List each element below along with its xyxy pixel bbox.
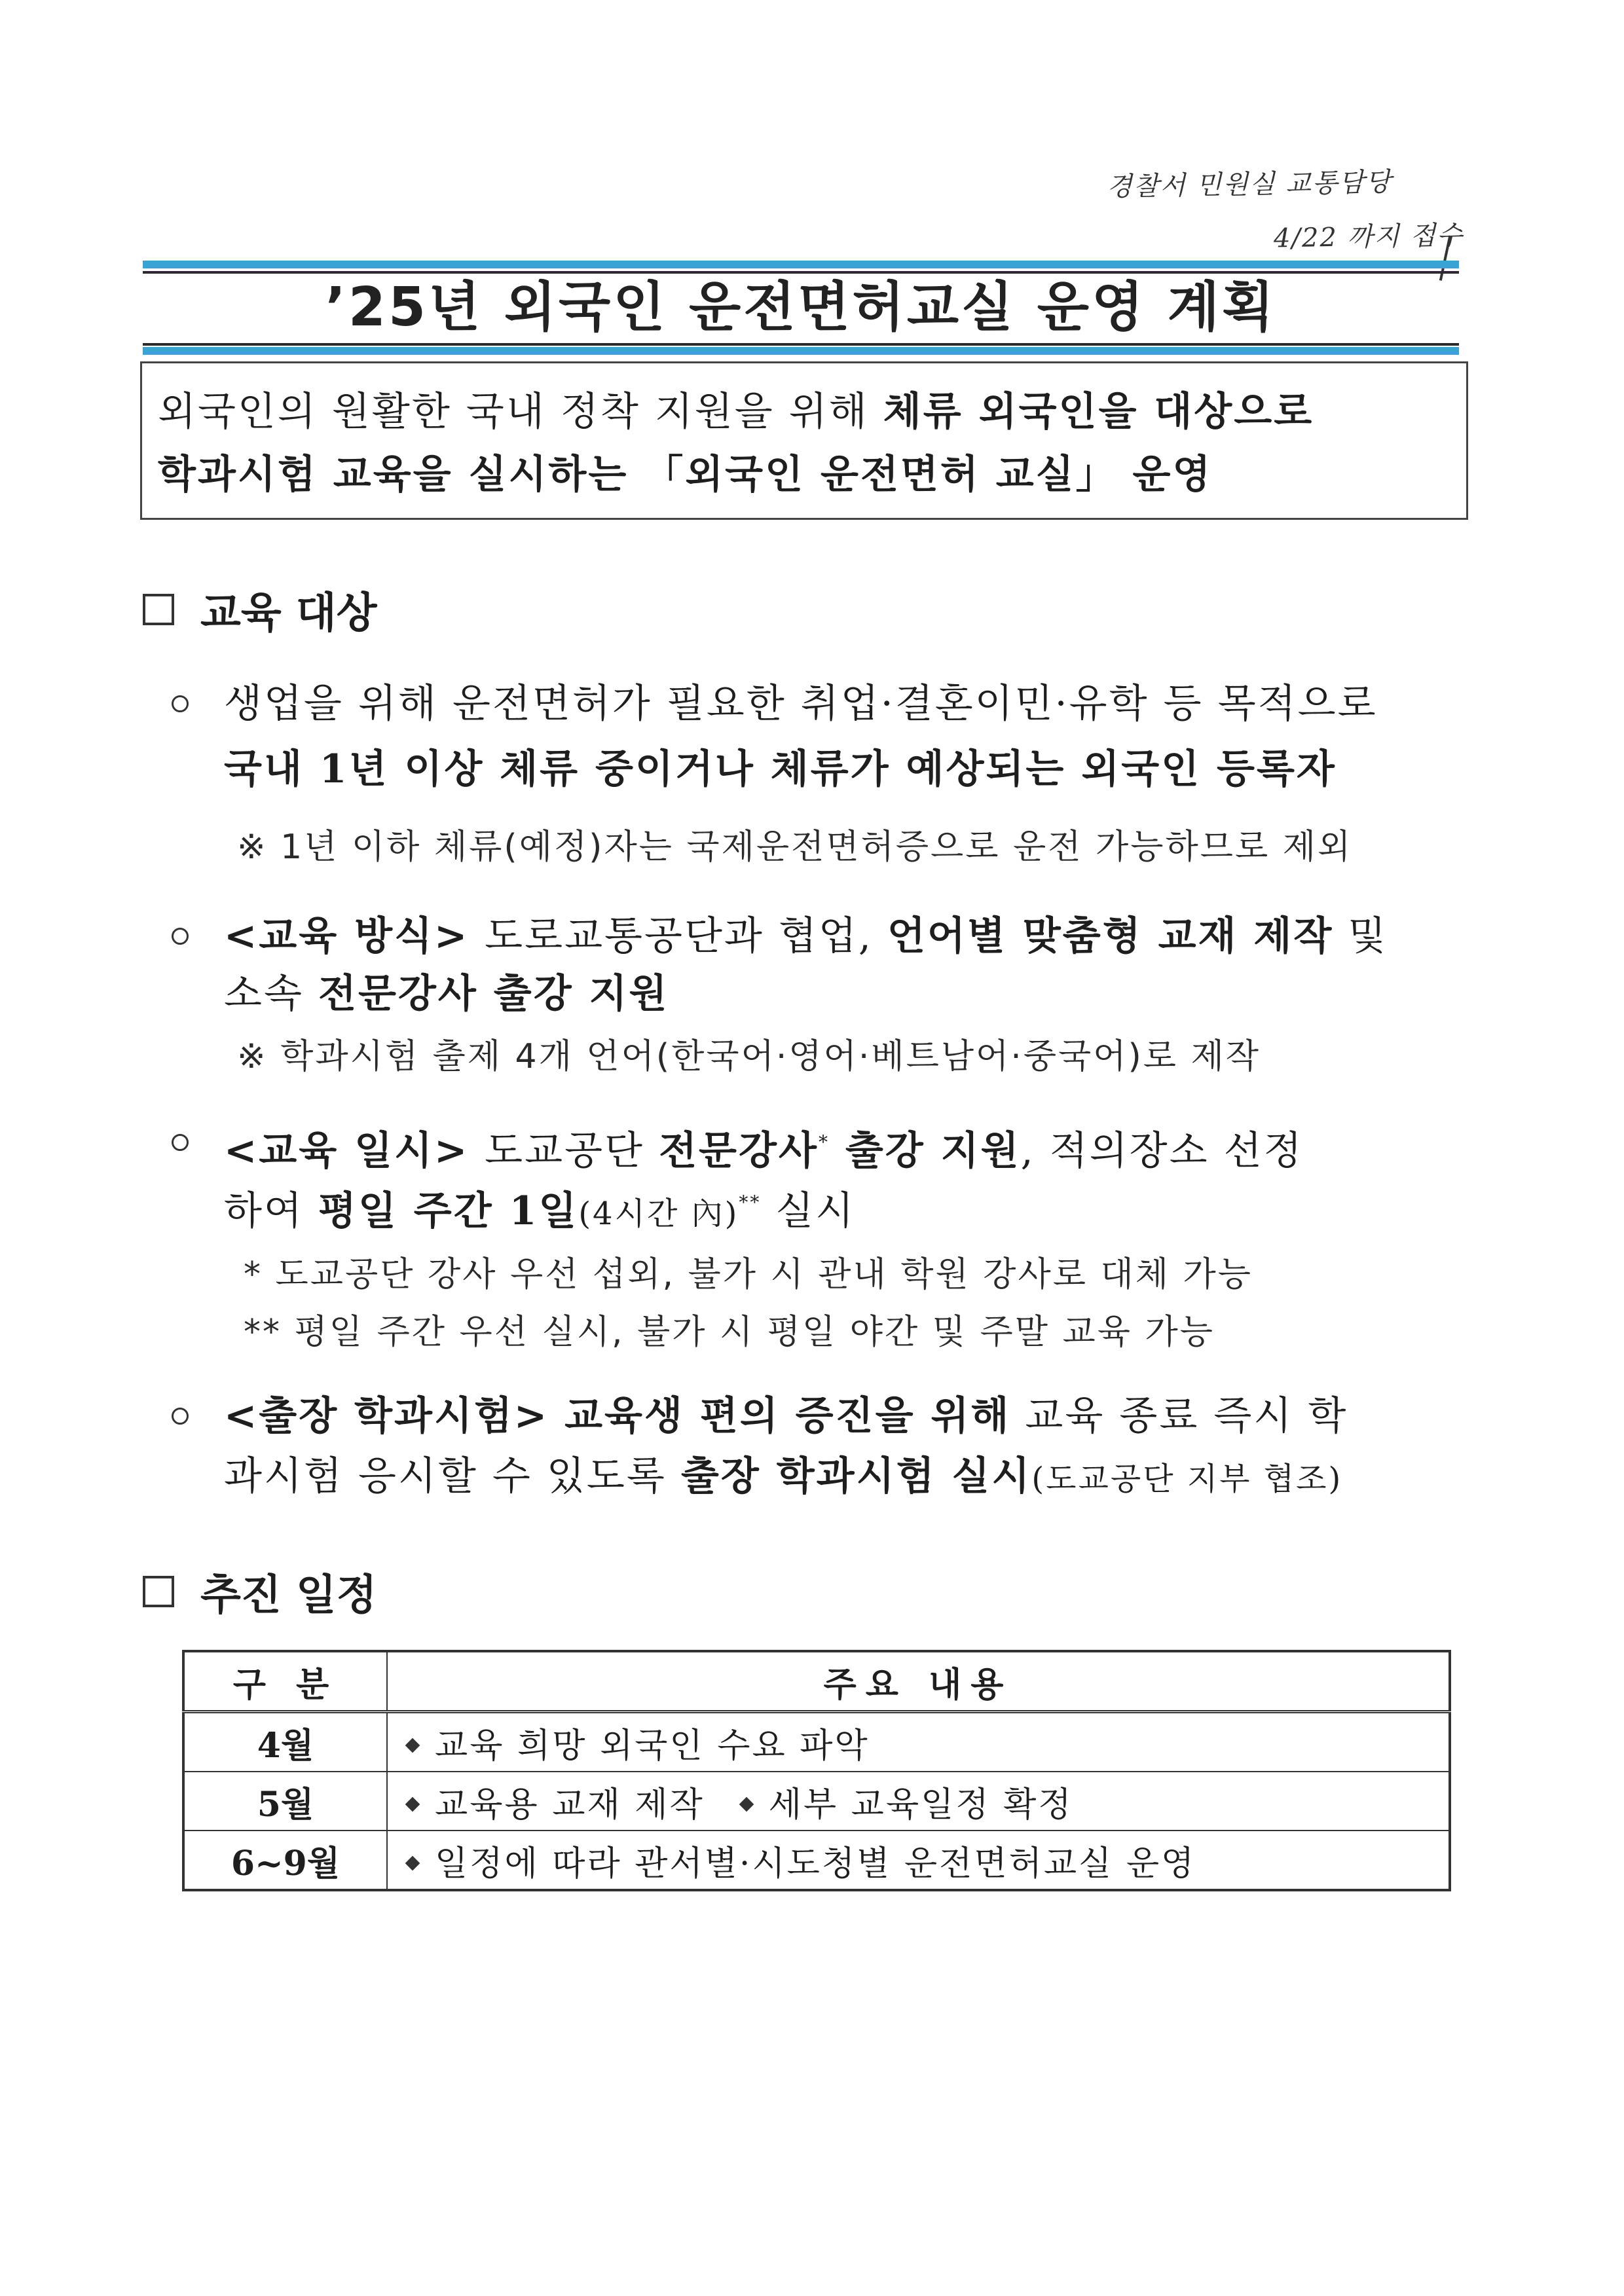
item-footnote: * 도교공단 강사 우선 섭외, 불가 시 관내 학원 강사로 대체 가능 [244,1255,1253,1294]
section-heading-text: 추진 일정 [200,1571,377,1620]
table-cell-text: 교육용 교재 제작 [435,1785,705,1825]
table-row [183,1831,1450,1890]
item-text [224,971,669,1017]
item-plain-text: 교육 종료 즉시 학 [1010,1393,1348,1439]
table-cell-text: 일정에 따라 관서별·시도청별 운전면허교실 운영 [435,1844,1196,1884]
table-cell-text: 교육 희망 외국인 수요 파악 [435,1726,870,1766]
table-header-period: 구 분 [183,1651,387,1712]
handwritten-note-line2: 4/22 까지 접수 [1273,220,1464,254]
checkbox-icon [143,594,174,625]
item-label: <교육 방식> [224,913,485,959]
summary-line1 [158,380,1450,443]
circle-bullet-icon [172,928,189,945]
section-heading-schedule [143,1561,377,1622]
table-cell-period: 6~9월 [183,1831,387,1890]
summary-box [140,361,1468,520]
item-footnote: ** 평일 주간 우선 실시, 불가 시 평일 야간 및 주말 교육 가능 [244,1313,1215,1352]
item-plain-text: (4시간 內) [578,1195,739,1232]
diamond-bullet-icon [405,1738,420,1753]
table-cell-content [387,1831,1450,1890]
section-heading-target [143,579,377,640]
item-text [224,1180,855,1237]
diamond-bullet-icon [739,1796,754,1812]
table-row [183,1772,1450,1831]
title-rule-bottom-dark [143,343,1459,346]
item-bold-text: 평일 주간 1일 [318,1188,579,1234]
diamond-bullet-icon [405,1796,420,1812]
item-bold-text: 국내 1년 이상 체류 중이거나 체류가 예상되는 외국인 등록자 [224,746,1337,792]
table-row [183,1712,1450,1772]
document-title: ’25년 외국인 운전면허교실 운영 계획 [325,276,1277,338]
item-text [224,913,1388,959]
item-plain-text: 소속 [224,971,318,1017]
item-note: ※ 학과시험 출제 4개 언어(한국어·영어·베트남어·중국어)로 제작 [237,1037,1261,1076]
item-bold-text: 전문강사 [659,1128,819,1174]
title-rule-top-dark [143,271,1459,274]
title-rule-top [143,261,1459,268]
table-cell-period: 5월 [183,1772,387,1831]
table-header-row [183,1651,1450,1712]
circle-bullet-icon [172,695,189,712]
item-bold-text: 출강 지원 [829,1128,1021,1174]
footnote-mark: * [818,1131,830,1153]
item-plain-text: 도교공단 [485,1128,659,1174]
title-rule-bottom [143,347,1459,355]
item-text [224,1453,1342,1502]
item-label: <출장 학과시험> [224,1393,565,1439]
item-text [224,746,1337,792]
item-bold-text: 언어별 맞춤형 교재 제작 [887,913,1334,959]
summary-text: 외국인의 원활한 국내 정착 지원을 위해 [158,389,883,435]
item-note: ※ 1년 이하 체류(예정)자는 국제운전면허증으로 운전 가능하므로 제외 [237,828,1353,867]
table-cell-content [387,1712,1450,1772]
schedule-table [182,1650,1451,1891]
diamond-bullet-icon [405,1855,420,1870]
item-plain-text: 하여 [224,1188,318,1234]
section-heading-text: 교육 대상 [200,589,377,638]
checkbox-icon [143,1576,174,1607]
table-header-content: 주요 내용 [387,1651,1450,1712]
footnote-mark: ** [739,1192,762,1213]
circle-bullet-icon [172,1408,189,1425]
table-cell-content [387,1772,1450,1831]
summary-line2 [158,443,1450,506]
item-text: 생업을 위해 운전면허가 필요한 취업·결혼이민·유학 등 목적으로 [224,681,1378,727]
item-plain-text: 실시 [761,1188,856,1234]
item-plain-text: 도로교통공단과 협업, [485,913,888,959]
item-text [224,1393,1348,1439]
summary-bold-text: 학과시험 교육을 실시하는 「외국인 운전면허 교실」 운영 [158,452,1213,498]
summary-bold-text: 체류 외국인을 대상으로 [883,389,1314,435]
item-bold-text: 교육생 편의 증진을 위해 [564,1393,1011,1439]
table-cell-text: 세부 교육일정 확정 [768,1785,1073,1825]
item-plain-text: , 적의장소 선정 [1020,1128,1304,1174]
handwritten-note-line1: 경찰서 민원실 교통담당 [1106,167,1393,202]
item-text [224,1120,1304,1174]
item-plain-text: (도교공단 지부 협조) [1031,1461,1343,1497]
circle-bullet-icon [172,1134,189,1151]
item-plain-text: 과시험 응시할 수 있도록 [224,1453,681,1499]
item-bold-text: 전문강사 출강 지원 [318,971,669,1017]
item-bold-text: 출장 학과시험 실시 [680,1453,1032,1499]
item-plain-text: 및 [1333,913,1388,959]
table-cell-period: 4월 [183,1712,387,1772]
item-label: <교육 일시> [224,1128,485,1174]
